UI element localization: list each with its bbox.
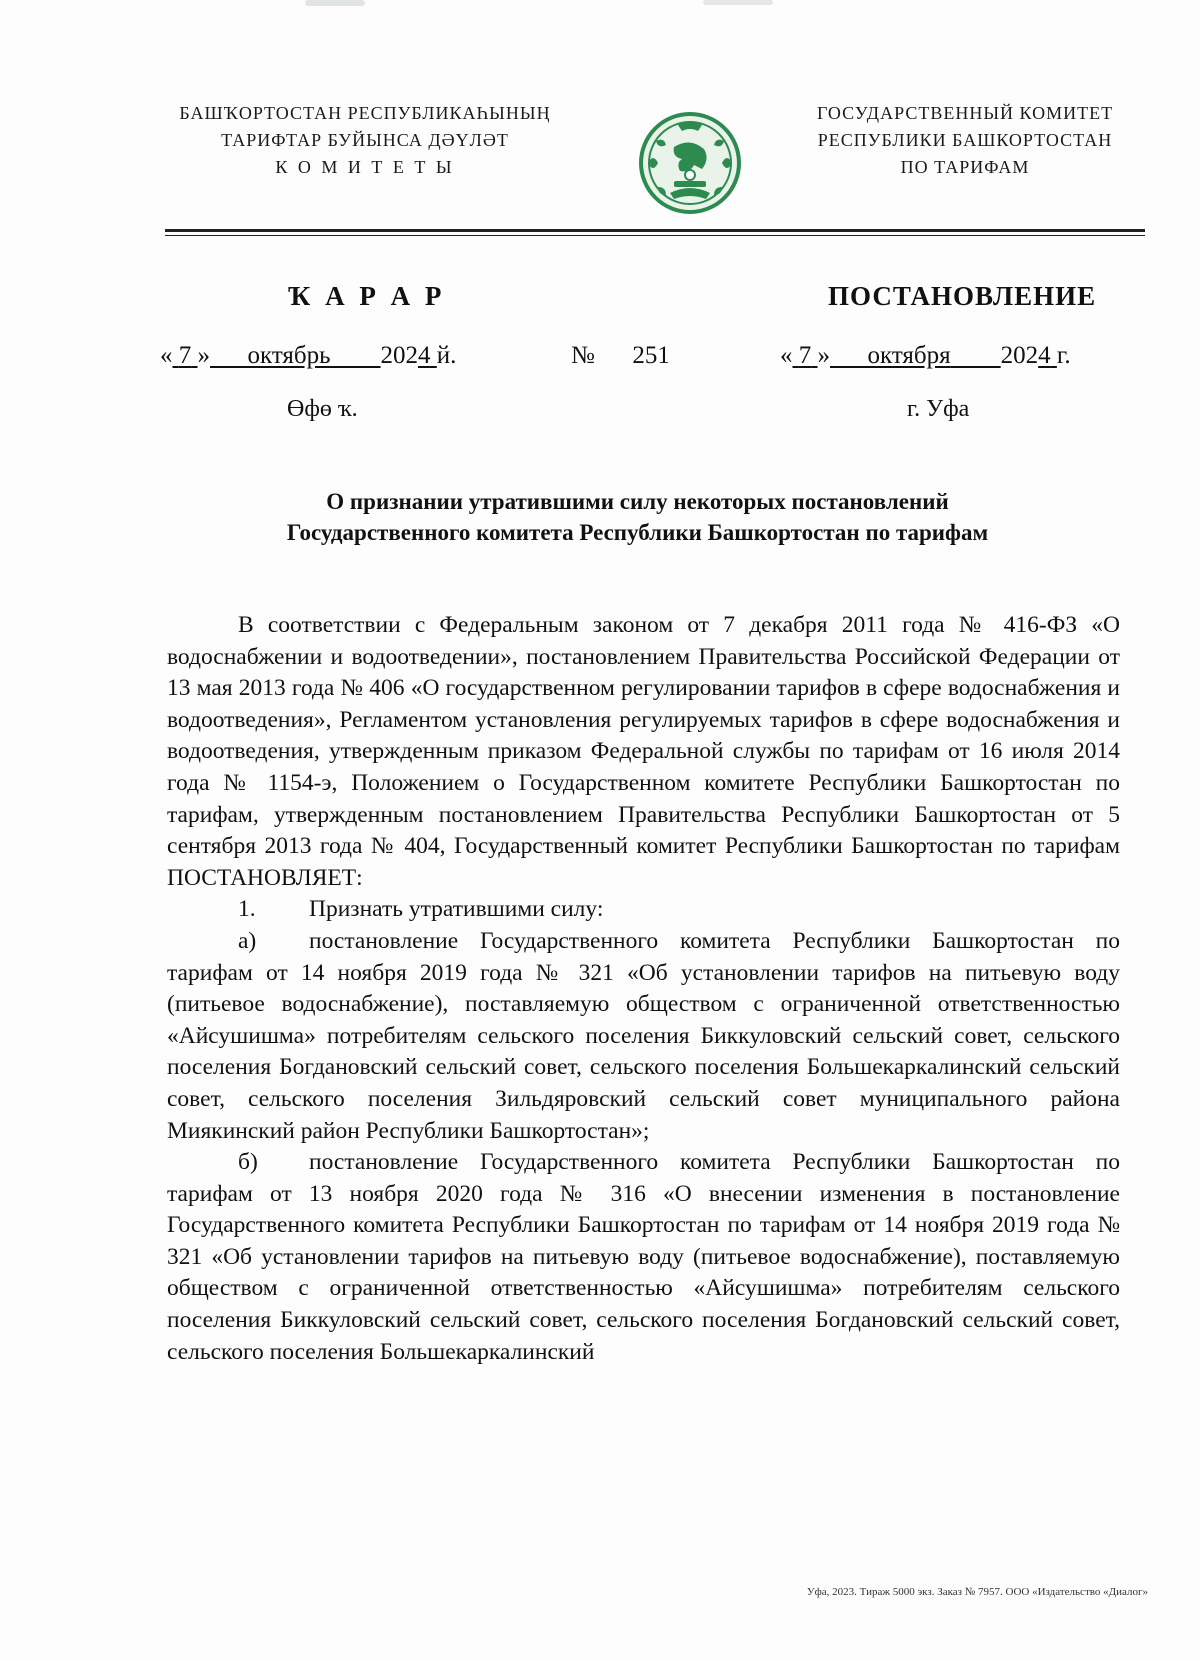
title-line: Государственного комитета Республики Башкортостан по тарифам (286, 520, 989, 545)
number-value: 251 (632, 342, 670, 369)
date-year-prefix: 202 (380, 342, 419, 369)
quote-mark: » (197, 342, 210, 369)
item-text: постановление Государственного комитета Республики Башкортостан по тарифам от 14 ноября 2019 года № 321 «Об установлении тарифов на питьевую воду (питьевое водоснабжение), поставляемую обществом с ограниченной ответственностью «Айсушишма» потребителям сельского поселения Биккуловский сельский совет, сельского поселения Богдановский сельский совет, сельского поселения Большекаркалинский сельский совет, сельского поселения Зильдяровский сельский совет муниципального района Миякинский район Республики Башкортостан»; (167, 927, 1120, 1144)
city-bashkir: Өфө ҡ. (287, 396, 358, 422)
document-body (167, 610, 1120, 1368)
header-right-line: ГОСУДАРСТВЕННЫЙ КОМИТЕТ (816, 103, 1114, 123)
item-letter: а) (238, 927, 257, 954)
point-text: Признать утратившими силу: (309, 896, 604, 923)
item-a (167, 926, 1120, 1147)
number-sign: № (571, 342, 595, 369)
header-divider (165, 229, 1145, 232)
date-month: октября (867, 342, 951, 369)
date-russian (780, 342, 1071, 370)
title-line: О признании утратившими силу некоторых постановлений (326, 489, 949, 514)
header-left-line: ТАРИФТАР БУЙЫНСА ДӘҮЛӘТ (221, 130, 509, 150)
quote-mark: » (817, 342, 830, 369)
date-bashkir (160, 342, 456, 370)
date-suffix: й. (436, 342, 457, 369)
document-title (150, 486, 1125, 548)
date-year-digit: 4 (418, 342, 431, 369)
item-text: постановление Государственного комитета Республики Башкортостан по тарифам от 13 ноября 2020 года № 316 «О внесении изменения в постановление Государственного комитета Республики Башкортостан по тарифам от 14 ноября 2019 года № 321 «Об установлении тарифов на питьевую воду (питьевое водоснабжение), поставляемую обществом с ограниченной ответственностью «Айсушишма» потребителям сельского поселения Биккуловский сельский совет, сельского поселения Богдановский сельский совет, сельского поселения Большекаркалинский (167, 1149, 1120, 1365)
header-divider-thin (165, 235, 1145, 236)
doc-kind-russian: ПОСТАНОВЛЕНИЕ (828, 281, 1097, 311)
header-left-line: БАШҠОРТОСТАН РЕСПУБЛИКАҺЫНЫҢ (179, 103, 551, 123)
date-day: 7 (798, 342, 812, 369)
header-left-block (155, 100, 575, 181)
item-letter: б) (238, 1149, 258, 1176)
doc-number (571, 342, 670, 370)
scan-artifact (305, 0, 365, 6)
header-right-line: ПО ТАРИФАМ (900, 157, 1030, 177)
point-number: 1. (238, 896, 256, 923)
date-day: 7 (178, 342, 192, 369)
date-year-digit: 4 (1038, 342, 1051, 369)
date-year-prefix: 202 (1000, 342, 1039, 369)
doc-kind-bashkir: Ҡ А Р А Р (288, 281, 446, 311)
bashkortostan-emblem-icon (638, 111, 742, 215)
header-left-line: К О М И Т Е Т Ы (275, 157, 455, 177)
quote-mark: « (780, 342, 793, 369)
header-right-line: РЕСПУБЛИКИ БАШКОРТОСТАН (817, 130, 1113, 150)
print-footer: Уфа, 2023. Тираж 5000 экз. Заказ № 7957. ООО «Издательство «Диалог» (806, 1586, 1148, 1598)
point-1 (167, 894, 1120, 926)
city-russian: г. Уфа (907, 396, 970, 422)
date-suffix: г. (1056, 342, 1071, 369)
quote-mark: « (160, 342, 173, 369)
item-b (167, 1147, 1120, 1368)
date-month: октябрь (247, 342, 331, 369)
scan-artifact (703, 0, 773, 5)
header-right-block (775, 100, 1155, 181)
preamble-paragraph: В соответствии с Федеральным законом от 7 декабря 2011 года № 416-ФЗ «О водоснабжении и водоотведении», постановлением Правительства Российской Федерации от 13 мая 2013 года № 406 «О государственном регулировании тарифов в сфере водоснабжения и водоотведения», Регламентом установления регулируемых тарифов в сфере водоснабжения и водоотведения, утвержденным приказом Федеральной службы по тарифам от 16 июля 2014 года № 1154-э, Положением о Государственном комитете Республики Башкортостан по тарифам, утвержденным постановлением Правительства Республики Башкортостан от 5 сентября 2013 года № 404, Государственный комитет Республики Башкортостан по тарифам ПОСТАНОВЛЯЕТ: (167, 612, 1120, 891)
